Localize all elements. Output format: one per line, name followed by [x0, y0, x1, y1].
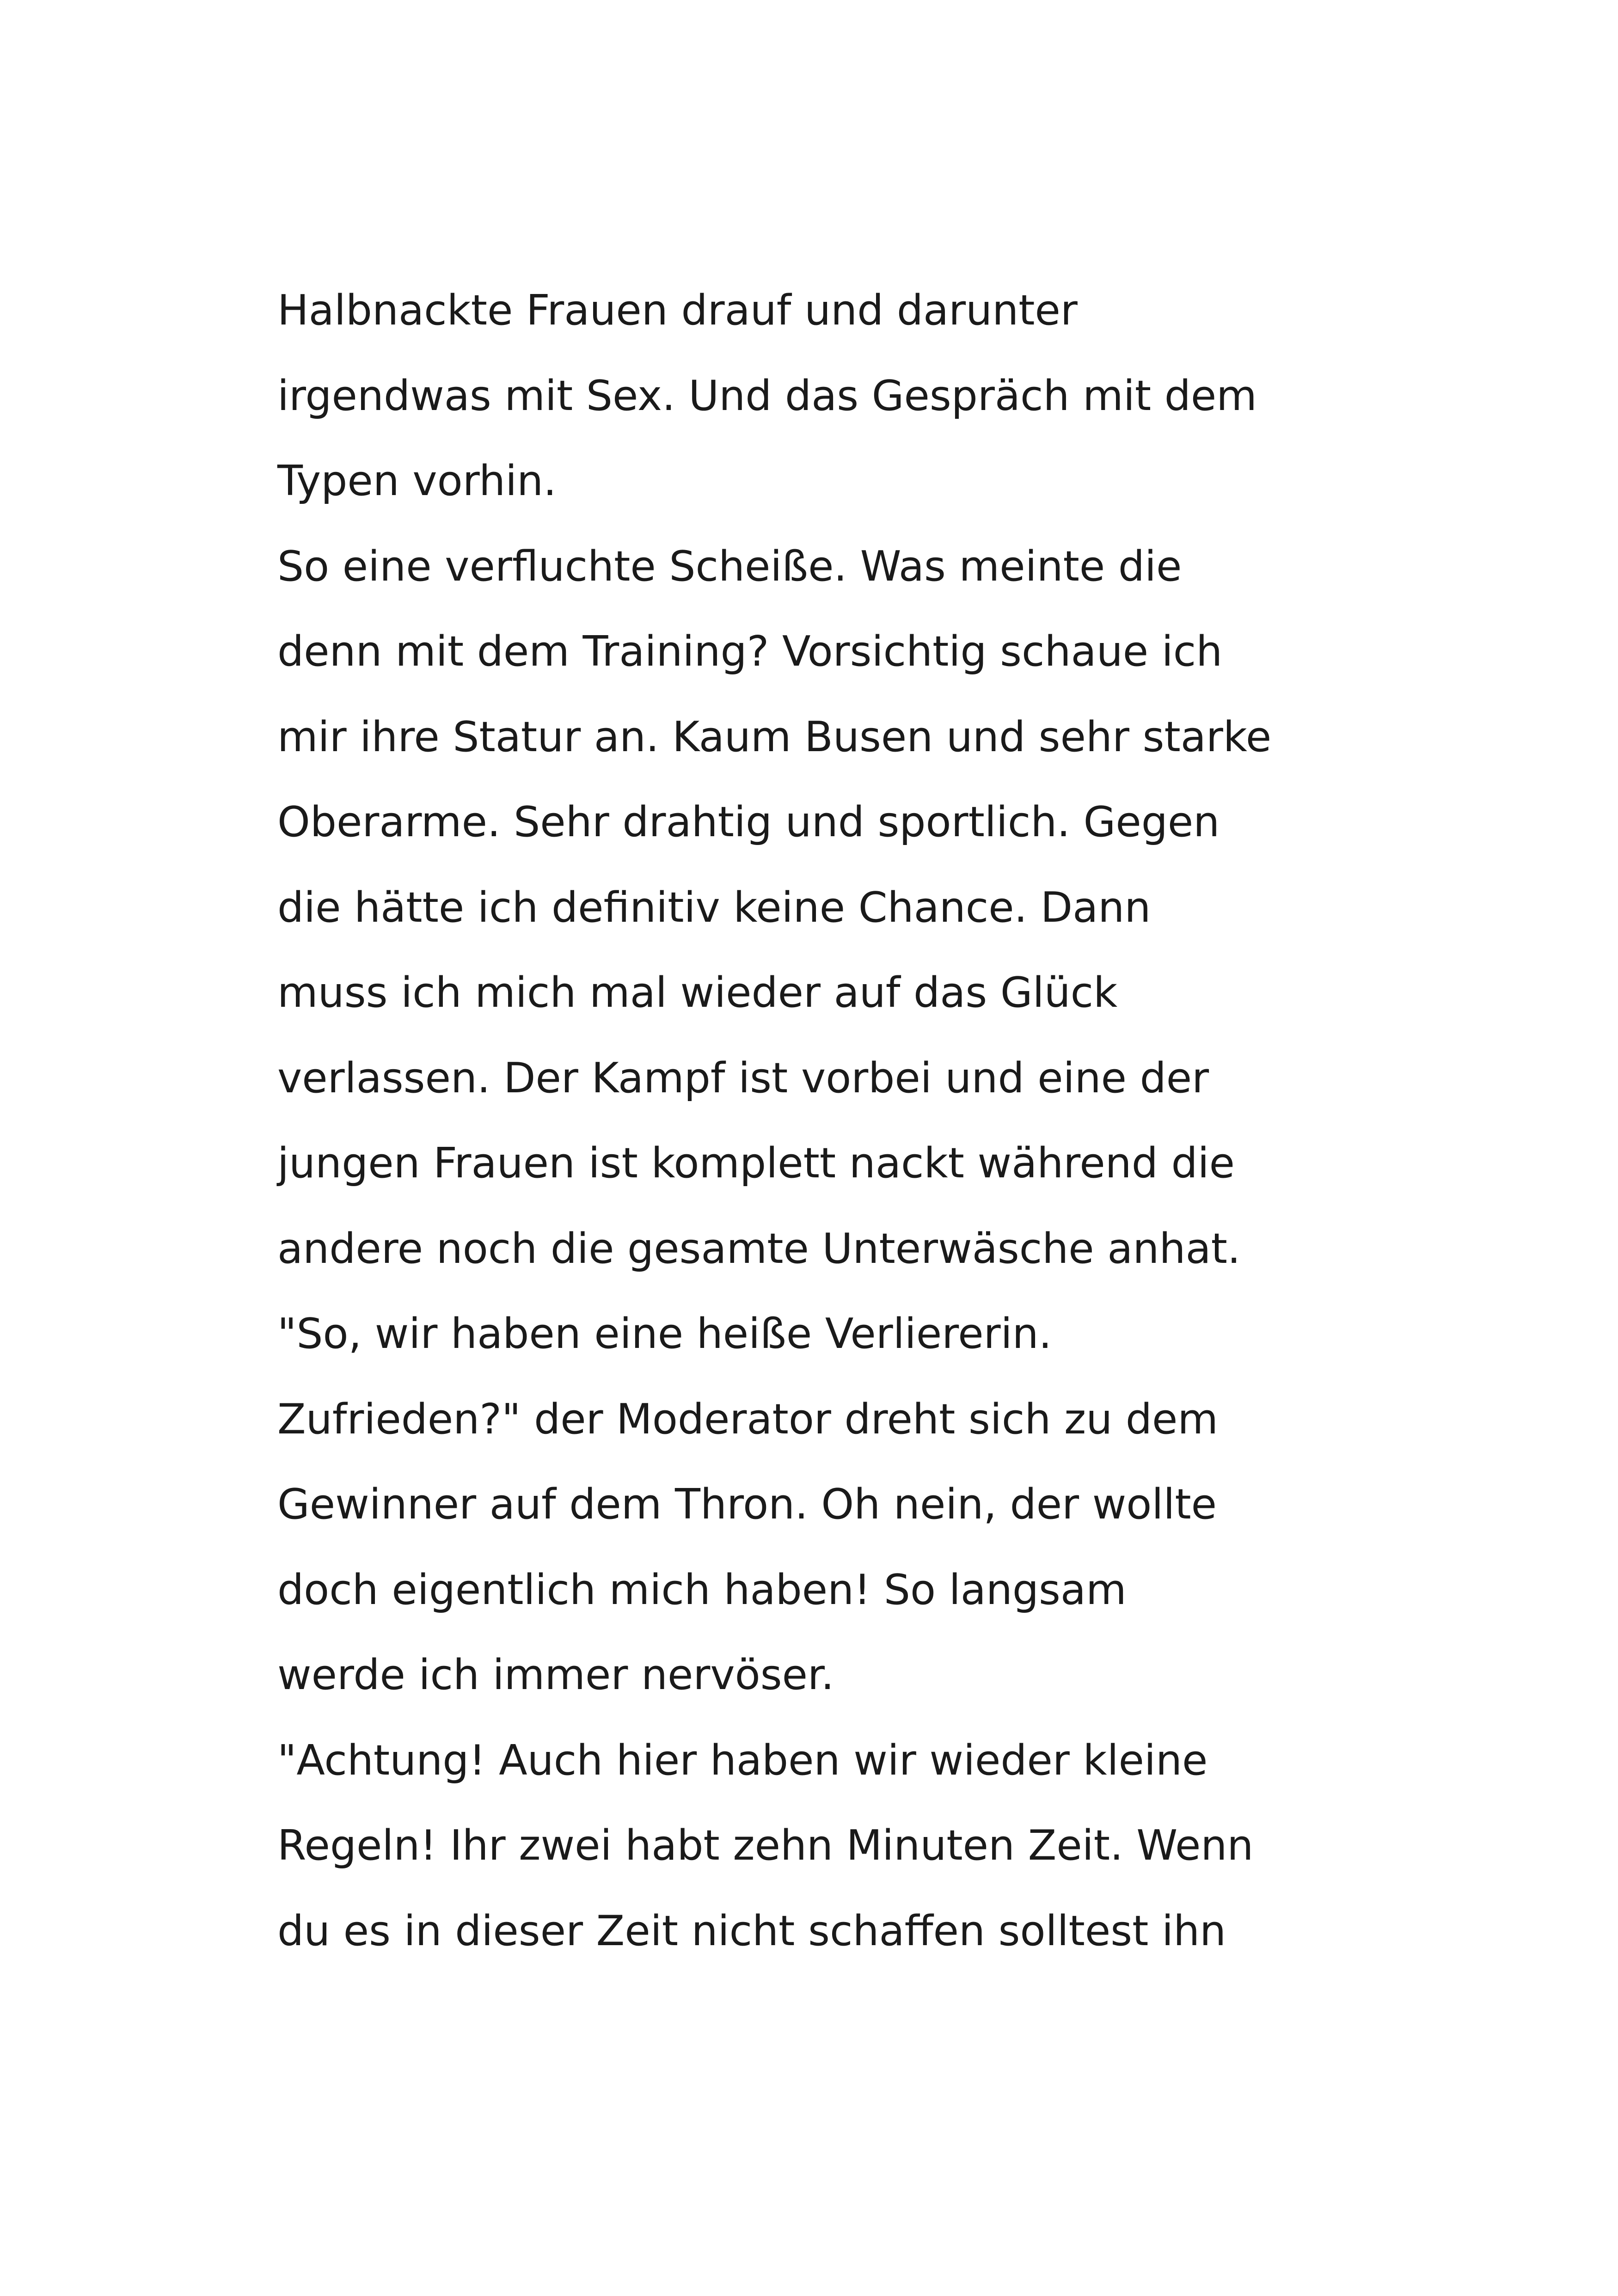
text-line: andere noch die gesamte Unterwäsche anhat.: [277, 1224, 1241, 1273]
text-line: So eine verfluchte Scheiße. Was meinte die: [277, 542, 1182, 591]
body-text: [277, 268, 1526, 1974]
text-line: du es in dieser Zeit nicht schaffen solltest ihn: [277, 1906, 1226, 1955]
text-line: "Achtung! Auch hier haben wir wieder kleine: [277, 1736, 1208, 1785]
text-line: Halbnackte Frauen drauf und darunter: [277, 286, 1078, 335]
text-line: Typen vorhin.: [277, 457, 557, 505]
text-line: Zufrieden?" der Moderator dreht sich zu dem: [277, 1395, 1219, 1444]
text-line: werde ich immer nervöser.: [277, 1651, 834, 1699]
text-line: verlassen. Der Kampf ist vorbei und eine der: [277, 1053, 1209, 1102]
text-line: Oberarme. Sehr drahtig und sportlich. Gegen: [277, 798, 1220, 846]
text-line: "So, wir haben eine heiße Verliererin.: [277, 1310, 1052, 1358]
text-line: die hätte ich definitiv keine Chance. Dann: [277, 883, 1151, 932]
text-line: Gewinner auf dem Thron. Oh nein, der wollte: [277, 1480, 1217, 1529]
text-line: Regeln! Ihr zwei habt zehn Minuten Zeit. Wenn: [277, 1821, 1254, 1870]
text-line: irgendwas mit Sex. Und das Gespräch mit dem: [277, 371, 1257, 420]
text-line: muss ich mich mal wieder auf das Glück: [277, 968, 1118, 1017]
text-line: mir ihre Statur an. Kaum Busen und sehr starke: [277, 712, 1272, 761]
text-line: denn mit dem Training? Vorsichtig schaue ich: [277, 627, 1223, 676]
text-line: jungen Frauen ist komplett nackt während die: [277, 1139, 1235, 1188]
text-line: doch eigentlich mich haben! So langsam: [277, 1565, 1127, 1614]
